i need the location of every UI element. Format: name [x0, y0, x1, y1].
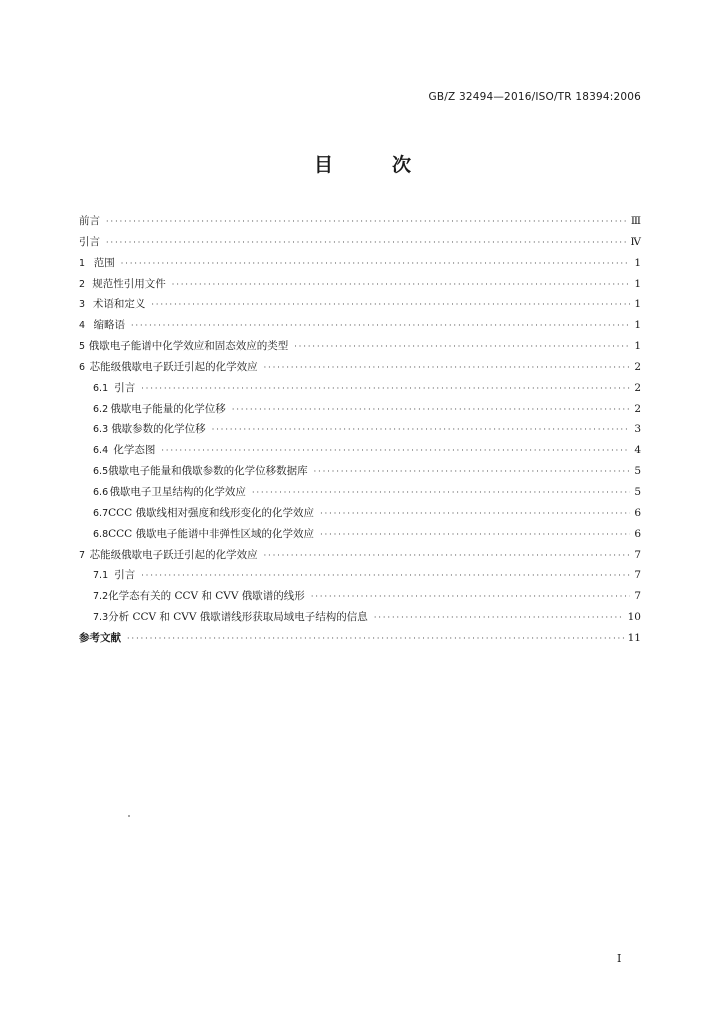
toc-entry[interactable] — [79, 440, 641, 461]
dot-leader — [374, 608, 624, 629]
toc-entry[interactable] — [79, 482, 641, 503]
dot-leader — [172, 275, 631, 296]
toc-entry-title: 芯能级俄歇电子跃迁引起的化学效应 — [89, 360, 258, 373]
toc-entry-page: 5 — [634, 485, 641, 498]
toc-entry-number: 6 — [79, 361, 86, 373]
toc-entry-title: 化学态图 — [113, 444, 156, 457]
toc-entry-number: 7.1 — [93, 570, 109, 582]
page-number-footer: I — [617, 952, 622, 965]
dot-leader — [320, 504, 630, 525]
toc-entry-title: CCC 俄歇线相对强度和线形变化的化学效应 — [108, 506, 315, 519]
toc-entry-number: 4 — [79, 320, 86, 332]
toc-entry-number: 6.1 — [93, 382, 109, 394]
dot-leader — [121, 254, 631, 275]
dot-leader — [314, 462, 631, 483]
toc-entry-page: 4 — [634, 444, 641, 457]
toc-entry[interactable] — [79, 378, 641, 399]
toc-entry-page: 7 — [634, 548, 641, 561]
toc-entry-number: 7.3 — [93, 612, 109, 624]
toc-entry[interactable] — [79, 419, 641, 440]
toc-entry-title: 规范性引用文件 — [92, 277, 166, 290]
toc-entry-page: 3 — [634, 423, 641, 436]
toc-entry-page: 11 — [627, 631, 641, 644]
toc-entry-number: 6.7 — [93, 507, 109, 519]
toc-entry[interactable] — [79, 524, 641, 545]
toc-entry-page: 2 — [634, 381, 641, 394]
toc-entry-number: 6.3 — [93, 424, 109, 436]
toc-entry-page: 2 — [634, 402, 641, 415]
toc-entry[interactable] — [79, 399, 641, 420]
table-of-contents — [79, 211, 641, 649]
toc-entry-page: 1 — [634, 319, 641, 332]
dot-leader — [232, 400, 631, 421]
toc-entry-number: 3 — [79, 299, 86, 311]
toc-entry-title: 术语和定义 — [92, 298, 146, 311]
toc-entry[interactable] — [79, 211, 641, 232]
toc-entry-title: 俄歇电子能量的化学位移 — [110, 402, 226, 415]
toc-entry-page: Ⅳ — [630, 235, 641, 248]
toc-entry[interactable] — [79, 503, 641, 524]
toc-entry-title: 参考文献 — [79, 631, 121, 644]
scan-speck — [128, 815, 130, 817]
dot-leader — [141, 379, 630, 400]
toc-entry-page: 5 — [634, 465, 641, 478]
toc-entry-title: 俄歇电子卫星结构的化学效应 — [109, 485, 246, 498]
toc-entry-page: 1 — [634, 277, 641, 290]
dot-leader — [106, 212, 627, 233]
toc-entry-page: 1 — [634, 256, 641, 269]
toc-entry-number: 6.6 — [93, 486, 109, 498]
dot-leader — [106, 233, 627, 254]
toc-entry-title: 引言 — [114, 381, 136, 394]
toc-entry-title: 分析 CCV 和 CVV 俄歇谱线形获取局域电子结构的信息 — [108, 611, 368, 624]
toc-entry[interactable] — [79, 232, 641, 253]
toc-entry-number: 6.8 — [93, 528, 109, 540]
toc-entry-title: 俄歇参数的化学位移 — [111, 423, 206, 436]
dot-leader — [264, 546, 631, 567]
toc-entry-title: 化学态有关的 CCV 和 CVV 俄歇谱的线形 — [108, 590, 305, 603]
dot-leader — [264, 358, 631, 379]
dot-leader — [320, 525, 630, 546]
toc-entry[interactable] — [79, 253, 641, 274]
toc-entry-number: 5 — [79, 341, 86, 353]
toc-entry-title: 前言 — [79, 215, 100, 227]
dot-leader — [141, 566, 630, 587]
toc-entry-page: 6 — [634, 506, 641, 519]
toc-entry[interactable] — [79, 294, 641, 315]
dot-leader — [161, 441, 630, 462]
toc-entry-page: 1 — [634, 340, 641, 353]
toc-entry-number: 7.2 — [93, 591, 109, 603]
toc-entry-number: 6.4 — [93, 445, 109, 457]
toc-entry[interactable] — [79, 607, 641, 628]
dot-leader — [311, 587, 631, 608]
toc-entry-title: 俄歇电子能谱中化学效应和固态效应的类型 — [88, 340, 289, 353]
standard-number-header: GB/Z 32494—2016/ISO/TR 18394:2006 — [428, 91, 641, 103]
toc-entry[interactable] — [79, 461, 641, 482]
toc-entry[interactable] — [79, 545, 641, 566]
toc-entry-number: 6.2 — [93, 403, 109, 415]
toc-entry-title: 俄歇电子能量和俄歇参数的化学位移数据库 — [108, 465, 308, 478]
toc-entry-page: 7 — [634, 590, 641, 603]
dot-leader — [151, 295, 630, 316]
toc-entry-page: Ⅲ — [630, 215, 641, 227]
dot-leader — [294, 337, 630, 358]
dot-leader — [131, 316, 630, 337]
toc-entry-number: 7 — [79, 549, 86, 561]
toc-entry-title: 引言 — [114, 569, 136, 582]
toc-entry-number: 6.5 — [93, 466, 109, 478]
toc-entry-page: 1 — [634, 298, 641, 311]
toc-entry[interactable] — [79, 357, 641, 378]
toc-entry[interactable] — [79, 586, 641, 607]
toc-entry-title: CCC 俄歇电子能谱中非弹性区域的化学效应 — [108, 527, 315, 540]
toc-entry-title: 芯能级俄歇电子跃迁引起的化学效应 — [89, 548, 258, 561]
toc-entry-page: 6 — [634, 527, 641, 540]
toc-entry[interactable] — [79, 315, 641, 336]
toc-entry-page: 10 — [627, 611, 641, 624]
page-title: 目 次 — [313, 154, 431, 176]
toc-entry-number: 1 — [79, 257, 86, 269]
dot-leader — [252, 483, 630, 504]
dot-leader — [212, 420, 631, 441]
toc-entry-number: 2 — [79, 278, 86, 290]
toc-entry-title: 缩略语 — [93, 319, 125, 332]
toc-entry-title: 范围 — [93, 256, 115, 269]
dot-leader — [127, 629, 624, 650]
toc-entry[interactable] — [79, 628, 641, 649]
toc-entry[interactable] — [79, 565, 641, 586]
toc-entry-page: 7 — [634, 569, 641, 582]
toc-entry[interactable] — [79, 274, 641, 295]
toc-entry-title: 引言 — [79, 235, 100, 248]
toc-entry[interactable] — [79, 336, 641, 357]
toc-entry-page: 2 — [634, 360, 641, 373]
